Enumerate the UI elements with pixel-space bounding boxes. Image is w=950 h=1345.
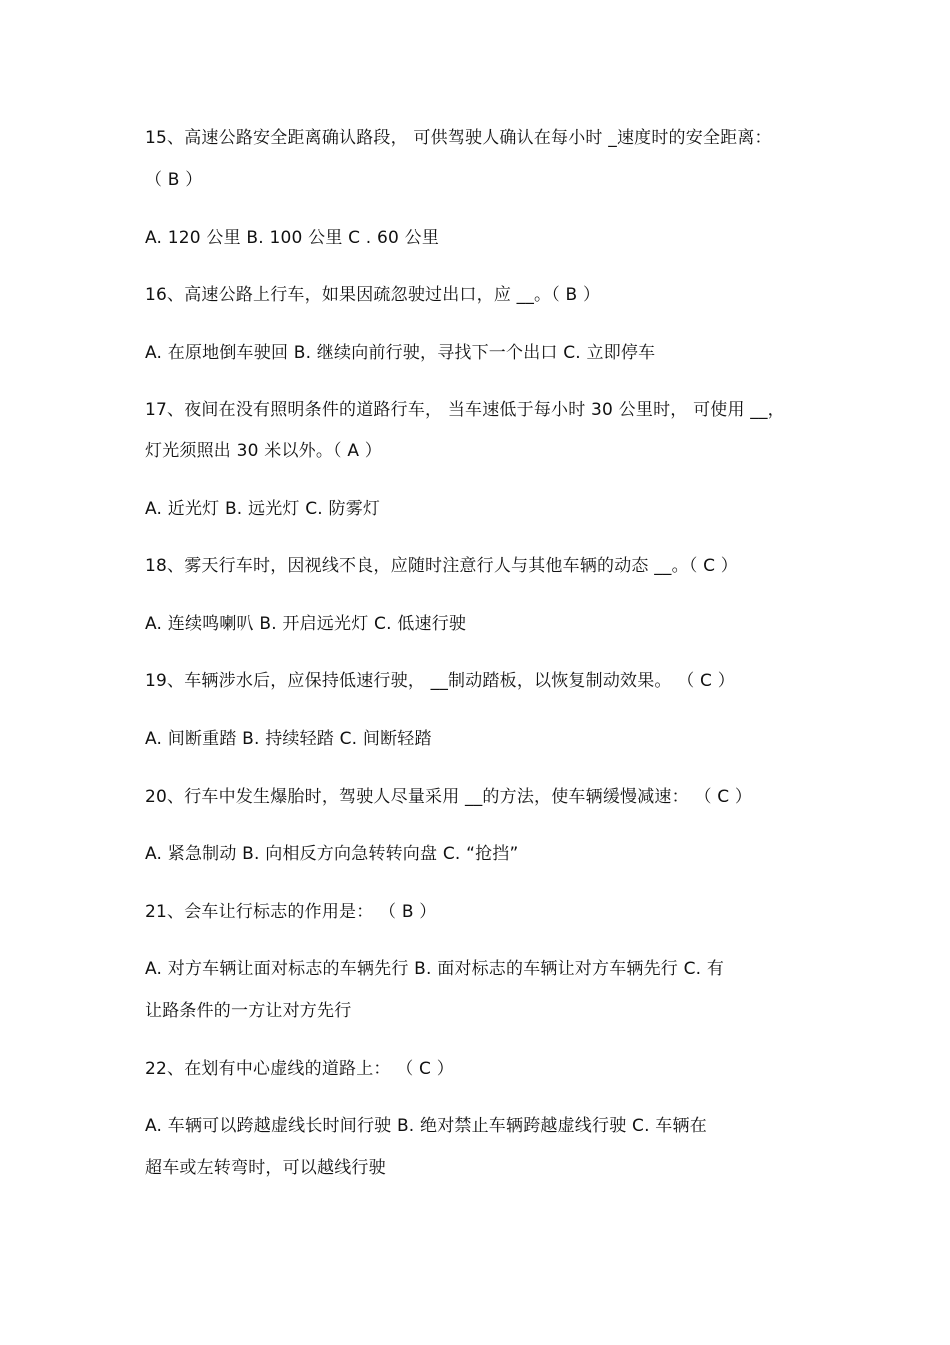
question-20-options: A. 紧急制动 B. 向相反方向急转转向盘 C. “抢挡”: [145, 844, 519, 864]
question-19-options: A. 间断重踏 B. 持续轻踏 C. 间断轻踏: [145, 729, 432, 749]
question-15-line-1: 15、高速公路安全距离确认路段， 可供驾驶人确认在每小时 _速度时的安全距离：: [145, 128, 772, 148]
question-18-line-1: 18、雾天行车时，因视线不良，应随时注意行人与其他车辆的动态 __。（ C ）: [145, 556, 739, 576]
question-22-options-line-1: A. 车辆可以跨越虚线长时间行驶 B. 绝对禁止车辆跨越虚线行驶 C. 车辆在: [145, 1116, 707, 1136]
question-17-line-2: 灯光须照出 30 米以外。（ A ）: [145, 441, 382, 461]
question-21-options-line-1: A. 对方车辆让面对标志的车辆先行 B. 面对标志的车辆让对方车辆先行 C. 有: [145, 959, 725, 979]
question-19-line-1: 19、车辆涉水后，应保持低速行驶， __制动踏板，以恢复制动效果。 （ C ）: [145, 671, 735, 691]
question-22-line-1: 22、在划有中心虚线的道路上： （ C ）: [145, 1059, 454, 1079]
question-21-line-1: 21、会车让行标志的作用是： （ B ）: [145, 902, 437, 922]
question-20-line-1: 20、行车中发生爆胎时，驾驶人尽量采用 __的方法，使车辆缓慢减速： （ C ）: [145, 787, 753, 807]
question-15-line-2: （ B ）: [145, 170, 203, 190]
question-22-options-line-2: 超车或左转弯时，可以越线行驶: [145, 1158, 386, 1178]
question-17-line-1: 17、夜间在没有照明条件的道路行车， 当车速低于每小时 30 公里时， 可使用 __，: [145, 400, 785, 420]
question-16-options: A. 在原地倒车驶回 B. 继续向前行驶，寻找下一个出口 C. 立即停车: [145, 343, 656, 363]
question-16-line-1: 16、高速公路上行车，如果因疏忽驶过出口，应 __。（ B ）: [145, 285, 601, 305]
question-21-options-line-2: 让路条件的一方让对方先行: [145, 1001, 352, 1021]
question-17-options: A. 近光灯 B. 远光灯 C. 防雾灯: [145, 499, 381, 519]
question-18-options: A. 连续鸣喇叭 B. 开启远光灯 C. 低速行驶: [145, 614, 467, 634]
question-15-options: A. 120 公里 B. 100 公里 C . 60 公里: [145, 228, 440, 248]
